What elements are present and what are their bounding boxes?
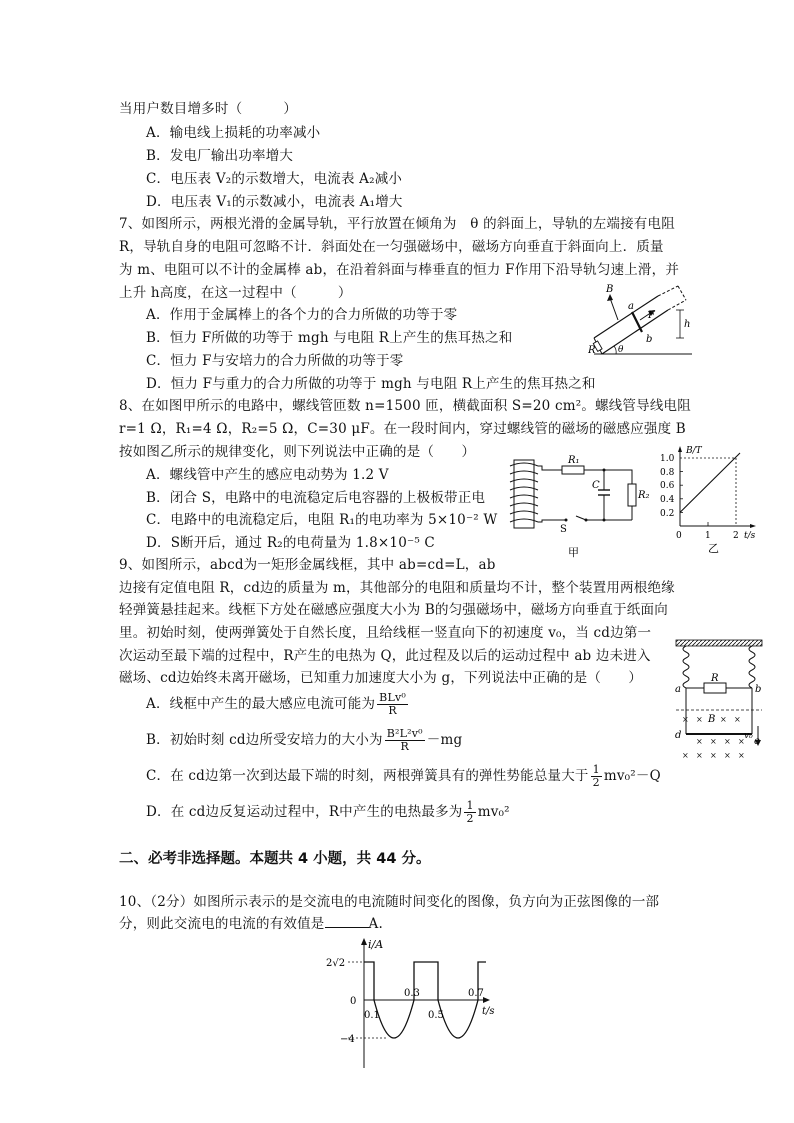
q7-fig-label-a: a <box>628 301 634 312</box>
q8-graph-ylabel: B/T <box>686 446 702 456</box>
q7-option-a: A．作用于金属棒上的各个力的合力所做的功等于零 <box>146 307 458 323</box>
q10-graph-xtick: 0.7 <box>468 988 484 999</box>
q8-graph-xtick: 0 <box>676 531 682 541</box>
q8-label-r2: R₂ <box>638 490 650 501</box>
q10-graph-y-neg: −4 <box>340 1034 355 1045</box>
q8-graph-ytick: 1.0 <box>660 454 675 464</box>
svg-text:×: × <box>696 715 703 724</box>
q8-caption-jia: 甲 <box>568 546 579 559</box>
q7-incline-figure <box>588 276 698 362</box>
q9-option-d: D．在 cd边反复运动过程中，R中产生的电热最多为 $\frac{1}{2}$ mv₀² <box>146 799 510 825</box>
q7-stem-line-1: 7、如图所示，两根光滑的金属导轨，平行放置在倾角为 θ 的斜面上，导轨的左端接有电阻 <box>119 216 675 232</box>
svg-text:×: × <box>724 751 731 760</box>
svg-text:×: × <box>734 715 741 724</box>
q6-option-c: C．电压表 V₂的示数增大，电流表 A₂减小 <box>146 171 403 187</box>
q7-fig-label-f: F <box>648 310 655 321</box>
q7-option-d: D．恒力 F与重力的合力所做的功等于 mgh 与电阻 R上产生的焦耳热之和 <box>146 376 596 392</box>
q9-stem-line-3: 轻弹簧悬挂起来。线框下方处在磁感应强度大小为 B的匀强磁场中，磁场方向垂直于纸面向 <box>119 602 668 618</box>
q9-option-c: C．在 cd边第一次到达最下端的时刻，两根弹簧具有的弹性势能总量大于 $\frac{1}{2}$ mv₀²－Q <box>146 763 661 789</box>
q9-fig-label-a: a <box>675 684 681 695</box>
q7-stem-line-4: 上升 h高度，在这一过程中（ ） <box>119 285 352 301</box>
q10-current-graph <box>324 936 508 1076</box>
q10-graph-xlabel: t/s <box>482 1006 495 1017</box>
q6-option-d: D．电压表 V₁的示数减小，电流表 A₁增大 <box>146 194 403 210</box>
q6-stem-tail: 当用户数目增多时（ ） <box>119 101 298 117</box>
q8-graph-xtick: 2 <box>733 531 739 541</box>
q9-frame-figure <box>672 638 768 766</box>
q7-stem-line-2: R，导轨自身的电阻可忽略不计．斜面处在一匀强磁场中，磁场方向垂直于斜面向上．质量 <box>119 239 664 255</box>
q8-graph-ytick: 0.6 <box>660 481 675 491</box>
q9-stem-line-1: 9、如图所示，abcd为一矩形金属线框，其中 ab=cd=L，ab <box>119 557 496 573</box>
q8-label-c: C <box>592 480 600 491</box>
q10-graph-xtick: 0.3 <box>404 988 420 999</box>
q9-fig-label-b: b <box>755 684 762 695</box>
svg-text:×: × <box>738 751 745 760</box>
q10-graph-ylabel: i/A <box>368 938 384 951</box>
q8-caption-yi: 乙 <box>708 542 719 554</box>
q9-option-a: A．线框中产生的最大感应电流可能为 $\frac{\text{BLv⁰}}{R}$ <box>146 691 406 717</box>
svg-text:×: × <box>710 751 717 760</box>
q9-fig-label-c: c <box>754 736 760 747</box>
q10-graph-y-zero: 0 <box>350 996 357 1007</box>
q6-option-b: B．发电厂输出功率增大 <box>146 148 294 164</box>
section-2-heading: 二、必考非选择题。本题共 4 小题，共 44 分。 <box>119 851 431 867</box>
q8-graph-ytick: 0.2 <box>660 509 675 519</box>
svg-text:×: × <box>682 715 689 724</box>
q10-answer-blank <box>325 915 369 928</box>
svg-text:×: × <box>738 737 745 746</box>
q8-stem-line-3: 按如图乙所示的规律变化，则下列说法中正确的是（ ） <box>119 444 476 460</box>
q8-graph-xtick: 1 <box>705 531 711 541</box>
q7-option-b: B．恒力 F所做的功等于 mgh 与电阻 R上产生的焦耳热之和 <box>146 330 513 346</box>
q7-fig-label-b-field: B <box>606 284 614 295</box>
q8-label-r1: R₁ <box>568 455 580 466</box>
q7-stem-line-3: 为 m、电阻可以不计的金属棒 ab，在沿着斜面与棒垂直的恒力 F作用下沿导轨匀速上滑，并 <box>119 262 680 278</box>
q7-fig-label-b: b <box>646 334 653 345</box>
q8-option-b: B．闭合 S，电路中的电流稳定后电容器的上极板带正电 <box>146 490 486 506</box>
q8-stem-line-1: 8、在如图甲所示的电路中，螺线管匝数 n=1500 匝，横截面积 S=20 cm²。螺线管导线电阻 <box>119 398 691 414</box>
q8-option-c: C．电路中的电流稳定后，电阻 R₁的电功率为 5×10⁻² W <box>146 512 498 528</box>
q8-b-t-graph <box>656 444 762 554</box>
q9-fig-label-b-field: B <box>708 714 716 725</box>
q9-option-b: B．初始时刻 cd边所受安培力的大小为 $\frac{\text{B²L²v⁰}}{R}$ －mg <box>146 727 463 753</box>
q9-stem-line-4: 里。初始时刻，使两弹簧处于自然长度，且给线框一竖直向下的初速度 v₀，当 cd边第一 <box>119 625 652 641</box>
q9-stem-line-5: 次运动至最下端的过程中，R产生的电热为 Q，此过程及以后的运动过程中 ab 边未进入 <box>119 648 651 664</box>
q8-graph-ytick: 0.4 <box>660 495 675 505</box>
q8-graph-ytick: 0.8 <box>660 468 675 478</box>
q7-fig-label-r: R <box>588 345 596 356</box>
svg-text:×: × <box>710 737 717 746</box>
q6-option-a: A．输电线上损耗的功率减小 <box>146 125 321 141</box>
q10-graph-y-pos: 2√2 <box>326 958 346 969</box>
q9-fig-label-d: d <box>675 730 682 741</box>
svg-text:×: × <box>720 715 727 724</box>
q7-fig-label-theta: θ <box>618 345 624 355</box>
q10-line-1: 10、（2分）如图所示表示的是交流电的电流随时间变化的图像，负方向为正弦图像的一部 <box>119 894 660 910</box>
q8-option-a: A．螺线管中产生的感应电动势为 1.2 V <box>146 467 389 483</box>
svg-text:×: × <box>696 737 703 746</box>
q7-fig-label-h: h <box>684 319 691 330</box>
q9-stem-line-6: 磁场、cd边始终未离开磁场，已知重力加速度大小为 g，下列说法中正确的是（ ） <box>119 670 643 686</box>
svg-text:×: × <box>682 751 689 760</box>
svg-text:×: × <box>696 751 703 760</box>
q9-stem-line-2: 边接有定值电阻 R，cd边的质量为 m，其他部分的电阻和质量均不计，整个装置用两根绝缘 <box>119 580 675 596</box>
q8-circuit-figure <box>506 452 652 562</box>
svg-text:×: × <box>724 737 731 746</box>
q9-fig-label-v0: v₀ <box>744 731 753 741</box>
q8-option-d: D．S断开后，通过 R₂的电荷量为 1.8×10⁻⁵ C <box>146 535 435 551</box>
q9-fig-label-r: R <box>711 673 719 684</box>
q7-option-c: C．恒力 F与安培力的合力所做的功等于零 <box>146 353 404 369</box>
q10-graph-xtick: 0.1 <box>364 1010 380 1021</box>
q8-graph-xlabel: t/s <box>744 531 756 541</box>
q10-line-2: 分，则此交流电的电流的有效值是 A. <box>119 916 383 932</box>
q8-label-s: S <box>560 524 567 535</box>
q8-stem-line-2: r=1 Ω，R₁=4 Ω，R₂=5 Ω，C=30 μF。在一段时间内，穿过螺线管的磁场的磁感应强度 B <box>119 421 686 437</box>
q10-graph-xtick: 0.5 <box>428 1010 444 1021</box>
